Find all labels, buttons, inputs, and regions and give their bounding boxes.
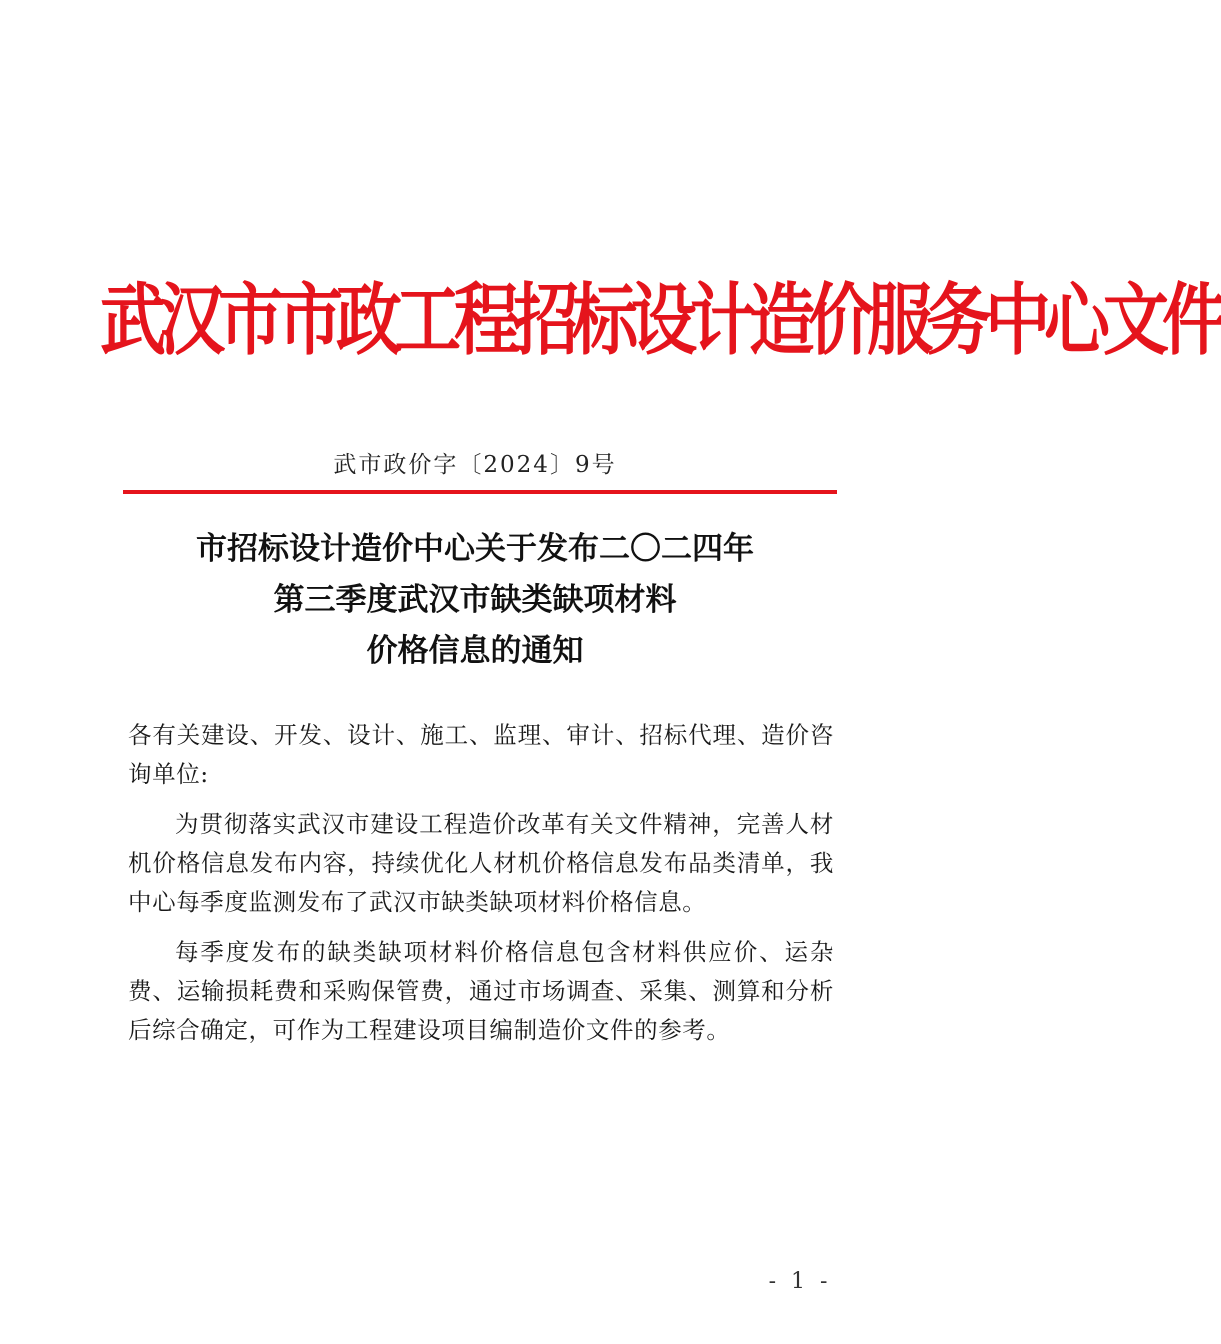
masthead-title: 武汉市市政工程招标设计造价服务中心文件	[100, 274, 1221, 366]
notice-title-line-2: 第三季度武汉市缺类缺项材料	[273, 582, 677, 618]
notice-title	[0, 524, 950, 677]
addressee: 各有关建设、开发、设计、施工、监理、审计、招标代理、造价咨询单位:	[128, 721, 834, 788]
red-divider-rule	[123, 490, 837, 494]
notice-title-line-1: 市招标设计造价中心关于发布二〇二四年	[196, 531, 754, 567]
notice-title-line-3: 价格信息的通知	[366, 633, 584, 669]
body-paragraph-2: 每季度发布的缺类缺项材料价格信息包含材料供应价、运杂费、运输损耗费和采购保管费，通过市场调查、采集、测算和分析后综合确定，可作为工程建设项目编制造价文件的参考。	[128, 938, 834, 1044]
notice-body	[128, 716, 834, 1061]
page-number: - 1 -	[768, 1269, 832, 1294]
document-number: 武市政价字〔2024〕9号	[333, 452, 617, 478]
body-paragraph-1: 为贯彻落实武汉市建设工程造价改革有关文件精神，完善人材机价格信息发布内容，持续优化人材机价格信息发布品类清单，我中心每季度监测发布了武汉市缺类缺项材料价格信息。	[128, 810, 834, 916]
